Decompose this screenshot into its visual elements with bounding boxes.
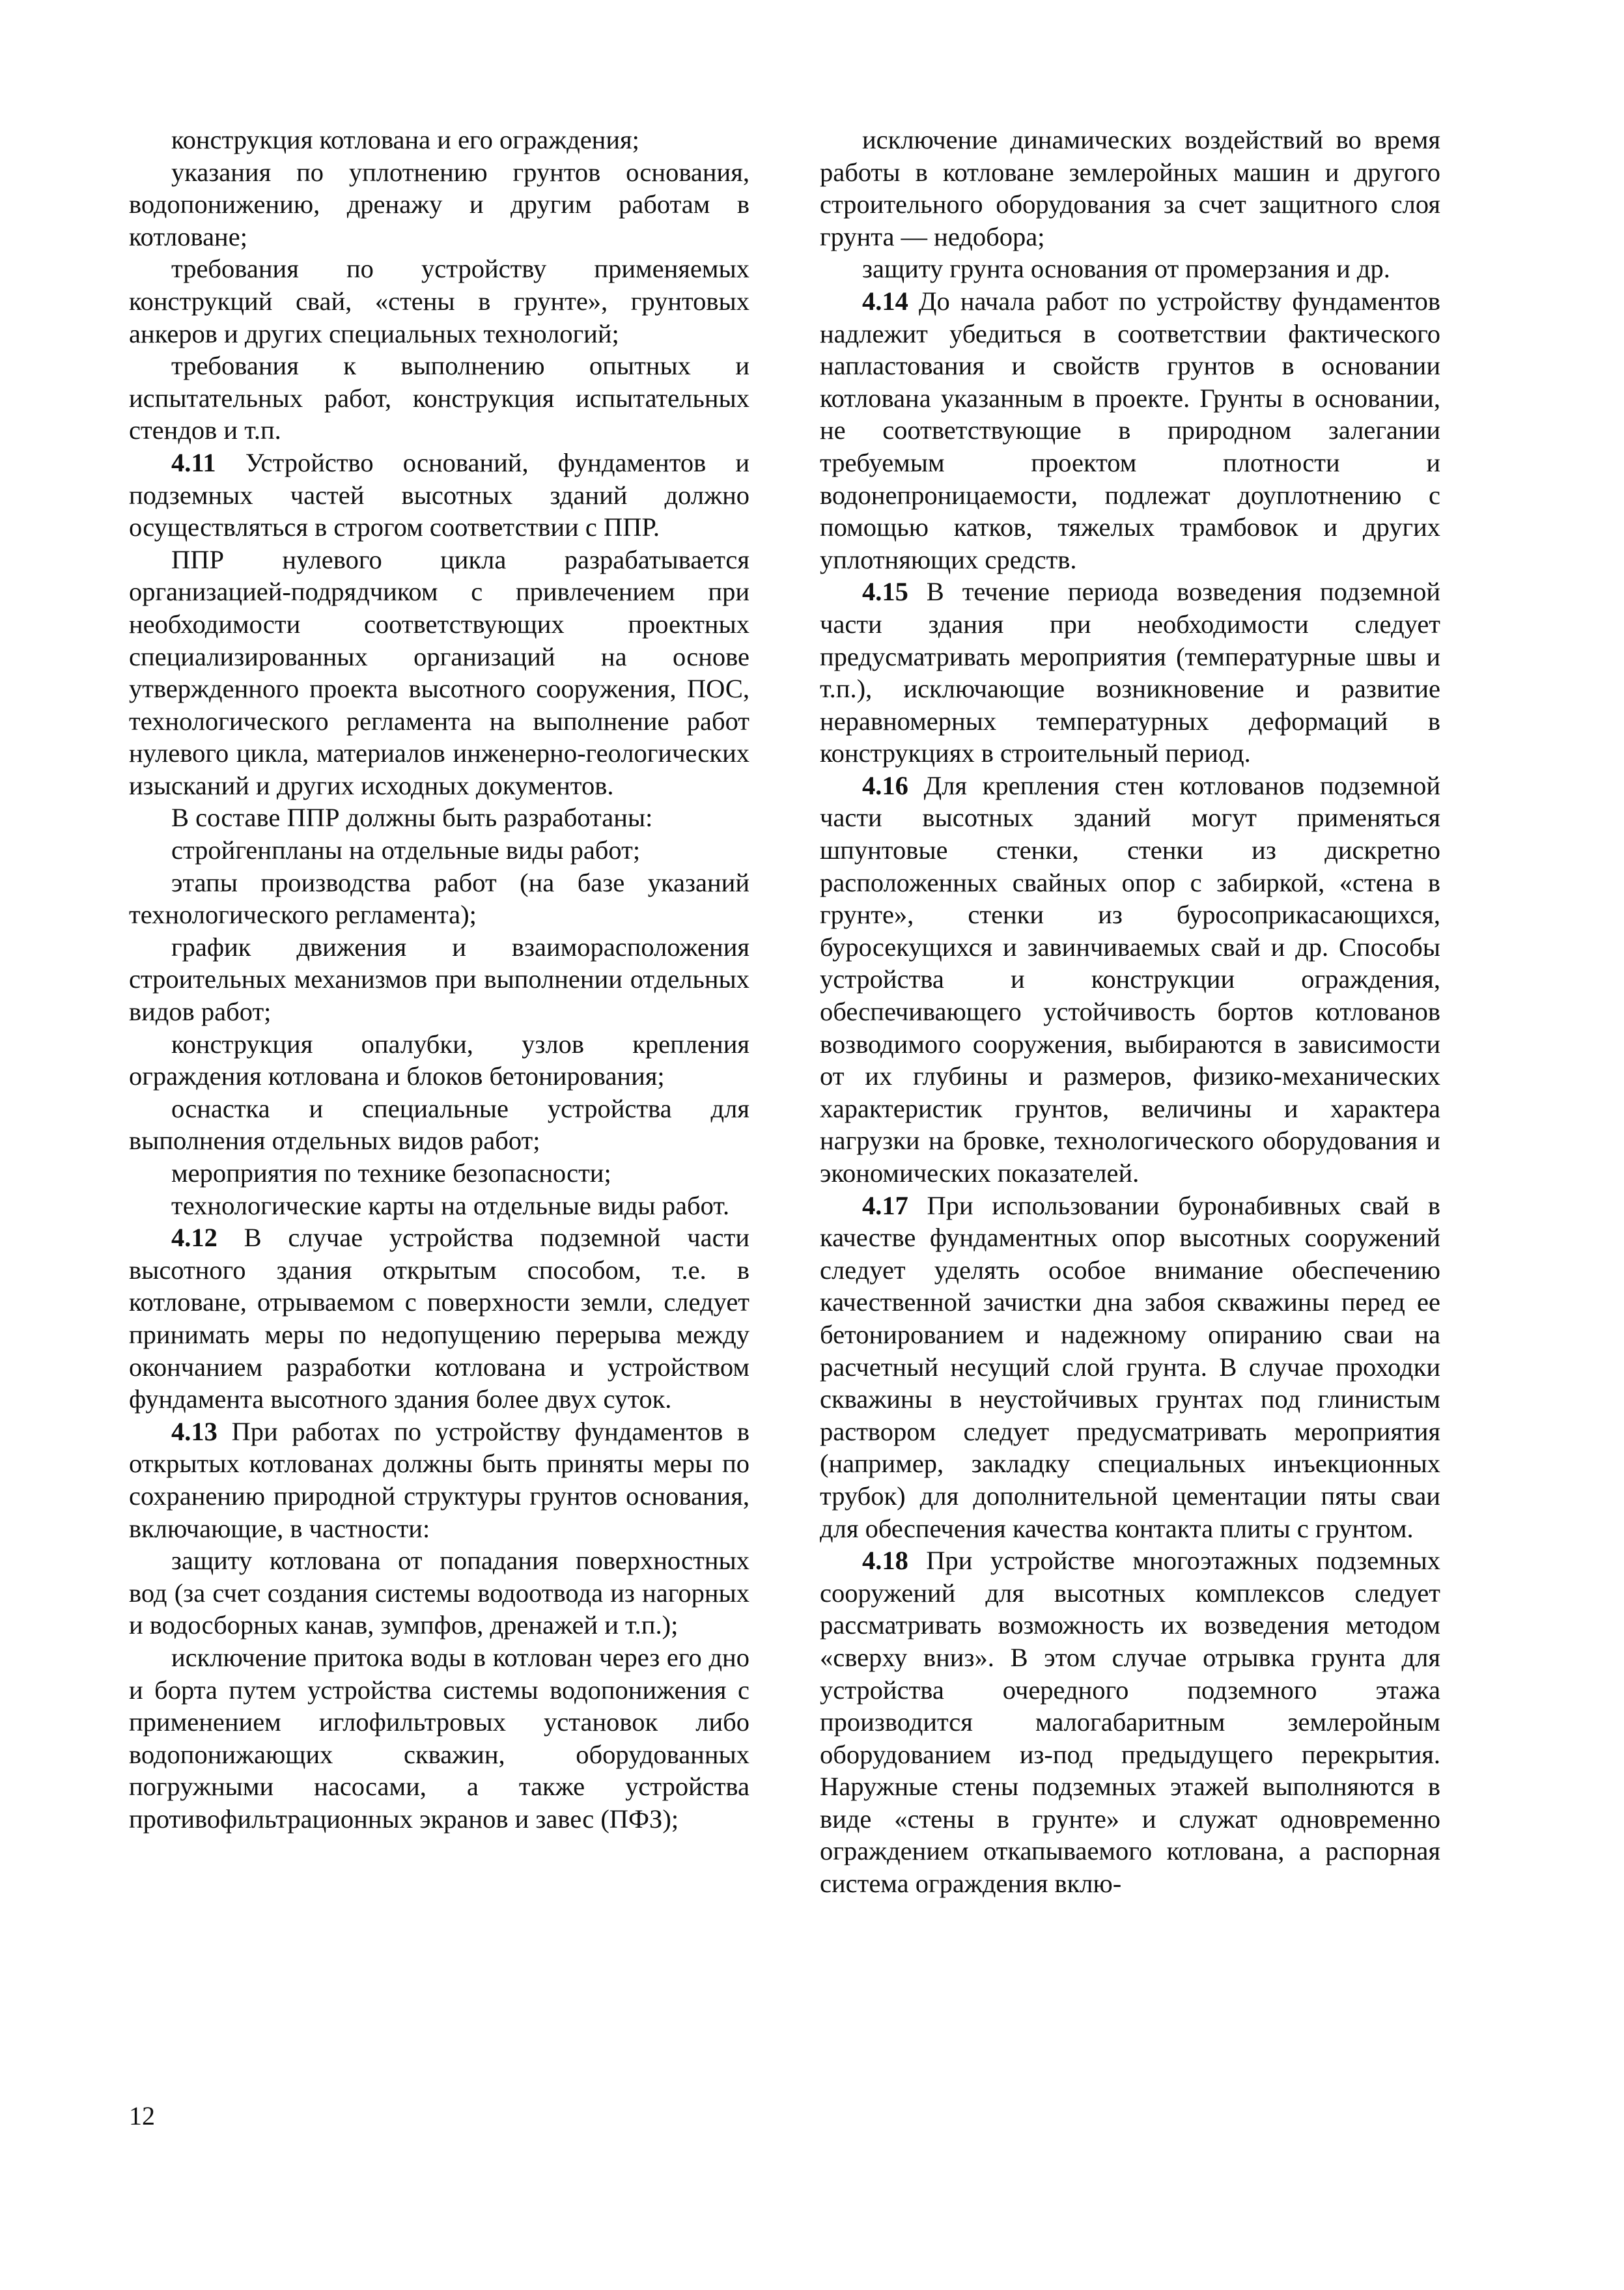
paragraph [129,350,749,447]
paragraph [820,1190,1440,1545]
paragraph [820,770,1440,1190]
paragraph-text: конструкция котлована и его ограждения; [171,125,639,154]
paragraph [129,1157,749,1190]
paragraph-text: исключение притока воды в котлован через его дно и борта путем устройства системы водопонижения с применением иглофильтровых установок либо водопонижающих скважин, оборудованных погружными насосами, а также устройства противофильтрационных экранов и завес (ПФЗ); [129,1642,749,1834]
paragraph-text: Устройство оснований, фундаментов и подземных частей высотных зданий должно осуществляться в строгом соответствии с ППР. [129,447,749,542]
paragraph-text: При использовании буронабивных свай в качестве фундаментных опор высотных сооружений следует уделять особое внимание обеспечению качественной зачистки дна забоя скважины перед ее бетонированием и надежному опиранию сваи на расчетный несущий слой грунта. В случае проходки скважины в неустойчивых грунтах под глинистым раствором следует предусматривать мероприятия (например, закладку специальных инъекционных трубок) для дополнительной цементации пяты сваи для обеспечения качества контакта плиты с грунтом. [820,1190,1440,1543]
section-number: 4.13 [171,1416,217,1446]
paragraph [129,124,749,156]
paragraph-text: защиту котлована от попадания поверхностных вод (за счет создания системы водоотвода из нагорных и водосборных канав, зумпфов, дренажей и т.п.); [129,1546,749,1640]
section-number: 4.18 [862,1546,908,1576]
paragraph-text: оснастка и специальные устройства для выполнения отдельных видов работ; [129,1093,749,1156]
section-number: 4.12 [171,1223,217,1253]
paragraph-text: До начала работ по устройству фундаментов надлежит убедиться в соответствии фактического напластования и свойств грунтов в основании котлована указанным в проекте. Грунты в основании, не соответствующие в природном залегании требуемым проектом плотности и водонепроницаемости, подлежат доуплотнению с помощью катков, тяжелых трамбовок и других уплотняющих средств. [820,286,1440,574]
section-number: 4.11 [171,447,216,477]
paragraph [129,1190,749,1222]
paragraph-text: В случае устройства подземной части высотного здания открытым способом, т.е. в котловане, отрываемом с поверхности земли, следует принимать меры по недопущению перерыва между окончанием разработки котлована и устройством фундамента высотного здания более двух суток. [129,1223,749,1414]
paragraph-text: В составе ППР должны быть разработаны: [171,803,653,833]
paragraph [129,156,749,253]
section-number: 4.14 [862,286,908,316]
paragraph [820,285,1440,576]
paragraph [129,802,749,834]
paragraph-text: При работах по устройству фундаментов в открытых котлованах должны быть приняты меры по сохранению природной структуры грунтов основания, включающие, в частности: [129,1416,749,1543]
paragraph-text: этапы производства работ (на базе указаний технологического регламента); [129,867,749,930]
paragraph [129,1416,749,1544]
section-number: 4.16 [862,770,908,800]
paragraph [820,1544,1440,1900]
paragraph [129,867,749,931]
paragraph-text: стройгенпланы на отдельные виды работ; [171,835,641,865]
paragraph [129,1093,749,1157]
page-number: 12 [129,2101,155,2130]
right-column [820,124,1440,1900]
section-number: 4.15 [862,577,908,607]
paragraph-text: При устройстве многоэтажных подземных сооружений для высотных комплексов следует рассматривать возможность их возведения методом «сверху вниз». В этом случае отрывка грунта для устройства очередного подземного этажа производится малогабаритным землеройным оборудованием из-под предыдущего перекрытия. Наружные стены подземных этажей выполняются в виде «стены в грунте» и служат одновременно ограждением откапываемого котлована, а распорная система ограждения вклю- [820,1546,1440,1899]
paragraph [820,576,1440,770]
paragraph-text: требования по устройству применяемых конструкций свай, «стены в грунте», грунтовых анкеров и других специальных технологий; [129,254,749,348]
paragraph-text: конструкция опалубки, узлов крепления ограждения котлована и блоков бетонирования; [129,1029,749,1091]
paragraph [820,124,1440,253]
paragraph [129,253,749,350]
paragraph-text: график движения и взаиморасположения строительных механизмов при выполнении отдельных видов работ; [129,932,749,1027]
paragraph [129,447,749,544]
left-column [129,124,749,1835]
paragraph-text: мероприятия по технике безопасности; [171,1158,611,1188]
paragraph-text: требования к выполнению опытных и испытательных работ, конструкция испытательных стендов и т.п. [129,351,749,445]
paragraph-text: технологические карты на отдельные виды работ. [171,1190,730,1220]
paragraph [129,834,749,867]
paragraph [129,1028,749,1093]
paragraph-text: В течение периода возведения подземной части здания при необходимости следует предусматривать мероприятия (температурные швы и т.п.), исключающие возникновение и развитие неравномерных температурных деформаций в конструкциях в строительный период. [820,577,1440,768]
paragraph [129,544,749,802]
paragraph [129,1544,749,1641]
paragraph-text: указания по уплотнению грунтов основания, водопонижению, дренажу и другим работам в котловане; [129,157,749,251]
paragraph [129,1222,749,1416]
paragraph-text: защиту грунта основания от промерзания и др. [862,254,1390,284]
section-number: 4.17 [862,1190,908,1220]
paragraph-text: ППР нулевого цикла разрабатывается организацией-подрядчиком с привлечением при необходимости соответствующих проектных специализированных организаций на основе утвержденного проекта высотного сооружения, ПОС, технологического регламента на выполнение работ нулевого цикла, материалов инженерно-геологических изысканий и других исходных документов. [129,544,749,800]
paragraph-text: исключение динамических воздействий во время работы в котловане землеройных машин и другого строительного оборудования за счет защитного слоя грунта — недобора; [820,125,1440,251]
paragraph-text: Для крепления стен котлованов подземной части высотных зданий могут применяться шпунтовые стенки, стенки из дискретно расположенных свайных опор с забиркой, «стена в грунте», стенки из буросоприкасающихся, буросекущихся и завинчиваемых свай и др. Способы устройства и конструкции ограждения, обеспечивающего устойчивость бортов котлованов возводимого сооружения, выбираются в зависимости от их глубины и размеров, физико-механических характеристик грунтов, величины и характера нагрузки на бровке, технологического оборудования и экономических показателей. [820,770,1440,1188]
paragraph [129,931,749,1028]
paragraph [820,253,1440,285]
paragraph [129,1641,749,1836]
